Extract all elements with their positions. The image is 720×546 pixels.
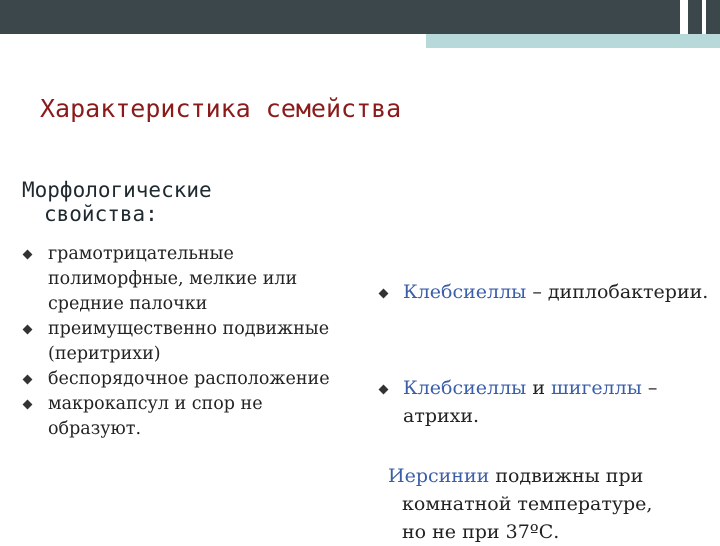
yersinia-line2: комнатной температуре, <box>402 493 653 515</box>
list-item-text: грамотрицательные полиморфные, мелкие или средние палочки <box>48 244 298 314</box>
morphology-heading-line2: свойства: <box>44 202 158 226</box>
list-item <box>378 278 718 306</box>
teal-accent-band <box>426 34 720 48</box>
list-item-text: преимущественно подвижные (перитрихи) <box>48 319 330 364</box>
list-item <box>378 374 718 430</box>
list-item-text: – диплобактерии. <box>526 281 709 303</box>
list-item <box>22 242 352 317</box>
genus-klebsiella: Клебсиеллы <box>403 377 527 399</box>
yersinia-line1: подвижны при <box>489 465 644 487</box>
genus-list <box>378 278 718 430</box>
diamond-bullet-icon <box>23 375 33 385</box>
list-item <box>22 367 352 392</box>
morphology-heading <box>22 178 212 226</box>
list-item <box>22 317 352 367</box>
diamond-bullet-icon <box>23 400 33 410</box>
list-item-text: – атрихи. <box>403 377 658 427</box>
genus-klebsiella: Клебсиеллы <box>403 281 527 303</box>
genus-shigella: шигеллы <box>551 377 642 399</box>
yersinia-note <box>388 462 652 546</box>
list-item-text: макрокапсул и спор не образуют. <box>48 394 263 439</box>
genus-yersinia: Иерсинии <box>388 465 490 487</box>
yersinia-line3: но не при 37ºС. <box>402 521 560 543</box>
morphology-heading-line1: Морфологические <box>22 178 212 202</box>
diamond-bullet-icon <box>23 250 33 260</box>
diamond-bullet-icon <box>23 325 33 335</box>
slide-title: Характеристика семейства <box>40 94 402 123</box>
morphology-list <box>22 242 352 442</box>
diamond-bullet-icon <box>379 385 389 395</box>
top-decor-bar <box>0 0 680 34</box>
list-item <box>22 392 352 442</box>
list-item-text: беспорядочное расположение <box>48 369 330 389</box>
diamond-bullet-icon <box>379 289 389 299</box>
list-item-conjunction: и <box>526 377 552 399</box>
